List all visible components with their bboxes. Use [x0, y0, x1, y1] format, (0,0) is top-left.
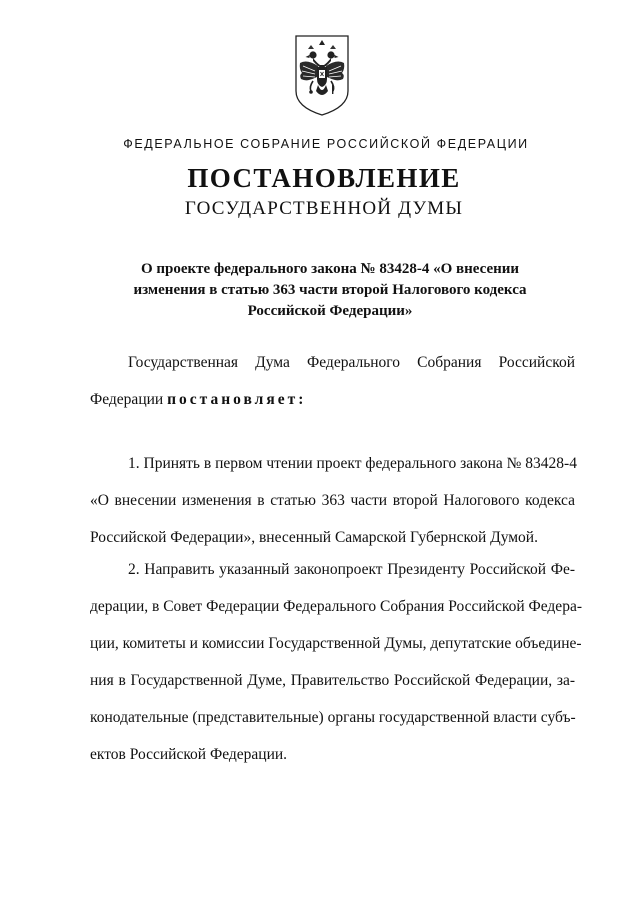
preamble-paragraph: [90, 344, 575, 418]
item-line: 2. Направить указанный законопроект Президенту Российской Фе-: [128, 561, 575, 578]
item-line: Российской Федерации», внесенный Самарской Губернской Думой.: [90, 529, 538, 546]
document-type-title: ПОСТАНОВЛЕНИЕ: [187, 163, 461, 193]
organization-name: ФЕДЕРАЛЬНОЕ СОБРАНИЕ РОССИЙСКОЙ ФЕДЕРАЦИИ: [123, 137, 529, 151]
subject-line: Российской Федерации»: [247, 303, 413, 319]
item-1-paragraph: [90, 445, 575, 556]
state-emblem-icon: [293, 33, 351, 117]
document-issuer: ГОСУДАРСТВЕННОЙ ДУМЫ: [184, 198, 464, 219]
item-line: 1. Принять в первом чтении проект федерального закона № 83428-4: [128, 455, 577, 472]
subject-line: изменения в статью 363 части второй Налогового кодекса: [133, 282, 527, 298]
preamble-line: Государственная Дума Федерального Собрания Российской: [128, 354, 575, 371]
item-line: ния в Государственной Думе, Правительство Российской Федерации, за-: [90, 672, 575, 689]
item-line: дерации, в Совет Федерации Федерального Собрания Российской Федера-: [90, 598, 582, 615]
preamble-text: Федерации: [90, 391, 168, 408]
item-line: конодательные (представительные) органы государственной власти субъ-: [90, 709, 576, 726]
item-line: ектов Российской Федерации.: [90, 746, 288, 763]
item-2-paragraph: [90, 551, 582, 773]
subject-line: О проекте федерального закона № 83428-4 «О внесении: [140, 261, 520, 277]
document-subject: [100, 259, 560, 322]
resolves-keyword: постановляет:: [167, 391, 307, 408]
item-line: «О внесении изменения в статью 363 части второй Налогового кодекса: [90, 492, 575, 509]
preamble-line: [90, 381, 575, 418]
item-line: ции, комитеты и комиссии Государственной Думы, депутатские объедине-: [90, 635, 582, 652]
